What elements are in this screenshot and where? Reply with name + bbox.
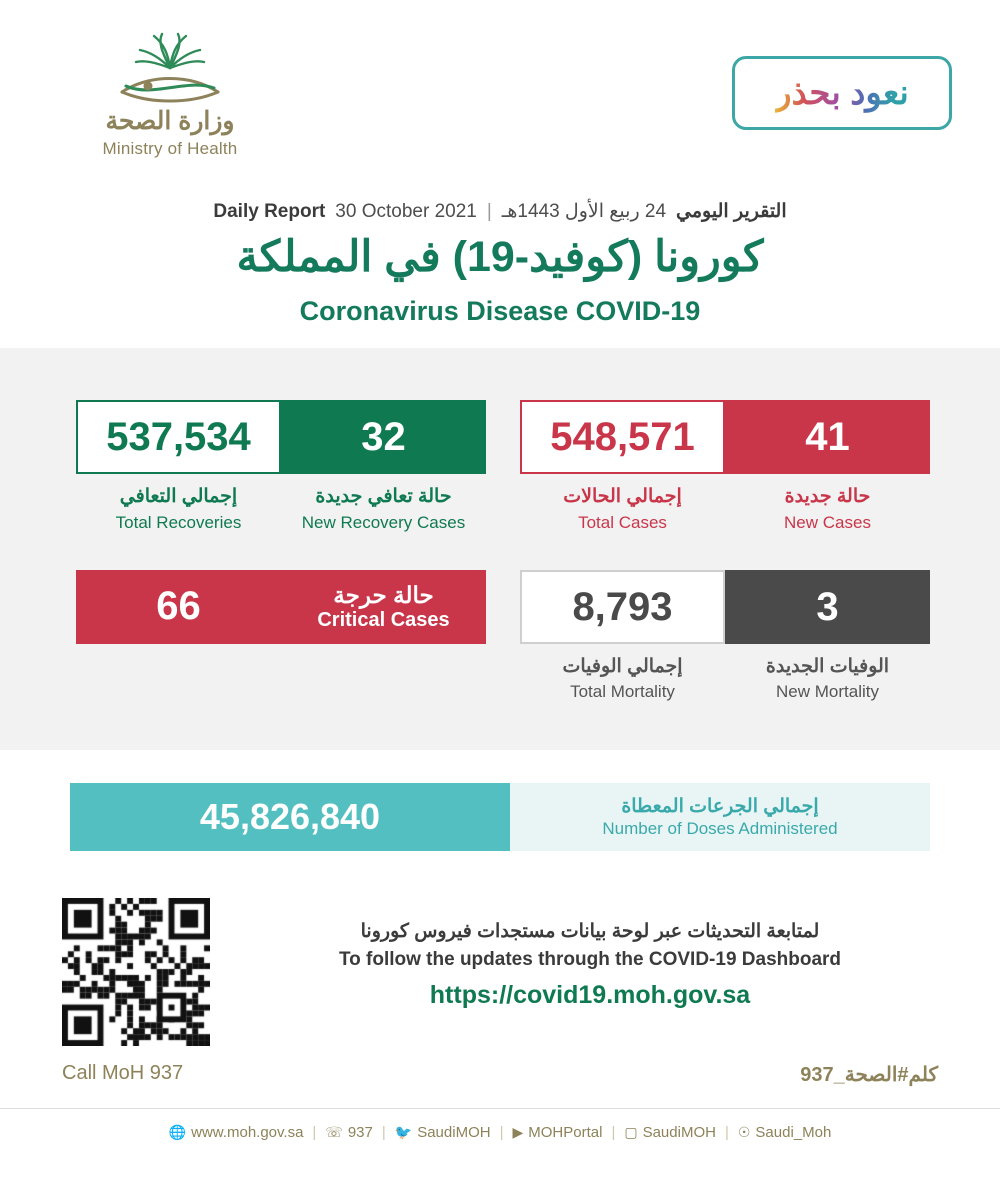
social-link-website[interactable] (169, 1124, 304, 1141)
dashboard-follow-block (240, 920, 940, 1010)
campaign-badge (732, 56, 952, 130)
total-recoveries-label-en: Total Recoveries (115, 512, 242, 532)
ministry-of-health-logo (60, 28, 280, 178)
footer-hashtag: كلم#الصحة_937 (800, 1064, 938, 1086)
instagram-icon: ▢ (624, 1124, 638, 1140)
total-cases-value: 548,571 (520, 400, 725, 474)
critical-cases-label-en: Critical Cases (317, 608, 450, 631)
moh-palm-logo-icon (60, 28, 280, 106)
globe-icon: 🌐 (168, 1124, 187, 1140)
page-title-en: Coronavirus Disease COVID-19 (299, 296, 701, 326)
stats-row-secondary (70, 570, 930, 704)
separator-5: | (724, 1124, 729, 1141)
doses-label-ar: إجمالي الجرعات المعطاة (621, 795, 819, 817)
social-link-phone[interactable] (325, 1124, 373, 1141)
social-label-phone: 937 (347, 1124, 373, 1141)
critical-cases-label-ar: حالة حرجة (333, 582, 434, 609)
date-separator: | (486, 200, 492, 222)
follow-text-ar: لمتابعة التحديثات عبر لوحة بيانات مستجدات فيروس كورونا (360, 921, 820, 942)
total-recoveries-value: 537,534 (76, 400, 281, 474)
total-mortality-label-ar: إجمالي الوفيات (562, 655, 683, 677)
new-mortality-value: 3 (725, 570, 930, 644)
social-label-website: www.moh.gov.sa (191, 1124, 304, 1141)
statistics-panel (0, 348, 1000, 750)
stat-total-mortality (520, 570, 725, 704)
stat-new-mortality (725, 570, 930, 704)
social-links-bar (0, 1124, 1000, 1141)
stat-total-cases (520, 400, 725, 534)
new-cases-label (725, 474, 930, 534)
call-moh-label: Call MoH 937 (62, 1062, 184, 1084)
qr-code-icon[interactable] (62, 898, 210, 1046)
new-recovery-cases-label-en: New Recovery Cases (301, 512, 466, 532)
phone-icon: ☏ (325, 1124, 343, 1140)
separator-1: | (312, 1124, 317, 1141)
new-cases-value: 41 (725, 400, 930, 474)
snapchat-icon: ☉ (737, 1124, 751, 1140)
total-mortality-value: 8,793 (520, 570, 725, 644)
follow-text-en: To follow the updates through the COVID-19 Dashboard (338, 949, 842, 970)
social-link-instagram[interactable] (624, 1124, 716, 1141)
new-mortality-label-ar: الوفيات الجديدة (765, 655, 890, 677)
footer-divider (0, 1108, 1000, 1109)
social-link-youtube[interactable] (512, 1124, 602, 1141)
total-recoveries-label (76, 474, 281, 534)
social-label-youtube: MOHPortal (528, 1124, 603, 1141)
total-cases-label-ar: إجمالي الحالات (563, 486, 682, 507)
new-cases-label-en: New Cases (784, 512, 871, 532)
new-cases-label-ar: حالة جديدة (784, 486, 871, 507)
badge-notch (819, 56, 865, 67)
row-spacer (486, 400, 520, 534)
new-mortality-label-en: New Mortality (776, 682, 879, 702)
campaign-badge-label: نعود بحذر (775, 74, 909, 112)
social-label-snapchat: Saudi_Moh (755, 1124, 832, 1141)
new-recovery-cases-label-ar: حالة تعافي جديدة (315, 486, 452, 507)
youtube-icon: ▶ (512, 1124, 524, 1140)
report-header (0, 0, 1000, 348)
separator-2: | (381, 1124, 386, 1141)
stat-new-cases (725, 400, 930, 534)
twitter-icon: 🐦 (394, 1124, 413, 1140)
new-recovery-cases-value: 32 (281, 400, 486, 474)
report-label-en: Daily Report (213, 200, 326, 222)
new-mortality-label (725, 644, 930, 704)
doses-label-en: Number of Doses Administered (602, 819, 838, 839)
critical-cases-value: 66 (76, 570, 281, 644)
report-label-ar: التقرير اليومي (676, 201, 787, 222)
social-link-twitter[interactable] (395, 1124, 491, 1141)
report-date-hijri: 24 ربيع الأول 1443هـ (501, 201, 667, 222)
social-label-twitter: SaudiMOH (417, 1124, 491, 1141)
total-recoveries-label-ar: إجمالي التعافي (119, 486, 238, 507)
stat-doses-administered (70, 783, 930, 851)
total-mortality-label-en: Total Mortality (570, 682, 675, 702)
stats-row-primary (70, 400, 930, 534)
stat-critical-cases (76, 570, 486, 704)
total-cases-label (520, 474, 725, 534)
doses-value: 45,826,840 (70, 783, 510, 851)
report-date-line (0, 200, 1000, 223)
separator-4: | (611, 1124, 616, 1141)
ministry-name-ar: وزارة الصحة (105, 107, 235, 135)
stat-total-recoveries (76, 400, 281, 534)
social-label-instagram: SaudiMOH (642, 1124, 716, 1141)
separator-3: | (499, 1124, 504, 1141)
ministry-name-en: Ministry of Health (102, 139, 238, 158)
report-date-en: 30 October 2021 (335, 200, 477, 222)
social-link-snapchat[interactable] (738, 1124, 831, 1141)
stat-new-recovery-cases (281, 400, 486, 534)
new-recovery-cases-label (281, 474, 486, 534)
critical-cases-label (281, 570, 486, 644)
row-spacer-2 (486, 570, 520, 704)
total-mortality-label (520, 644, 725, 704)
page-title-ar: كورونا (كوفيد-19) في المملكة (236, 233, 764, 281)
dashboard-url-link[interactable]: https://covid19.moh.gov.sa (429, 981, 751, 1009)
doses-label (510, 783, 930, 851)
total-cases-label-en: Total Cases (578, 512, 667, 532)
